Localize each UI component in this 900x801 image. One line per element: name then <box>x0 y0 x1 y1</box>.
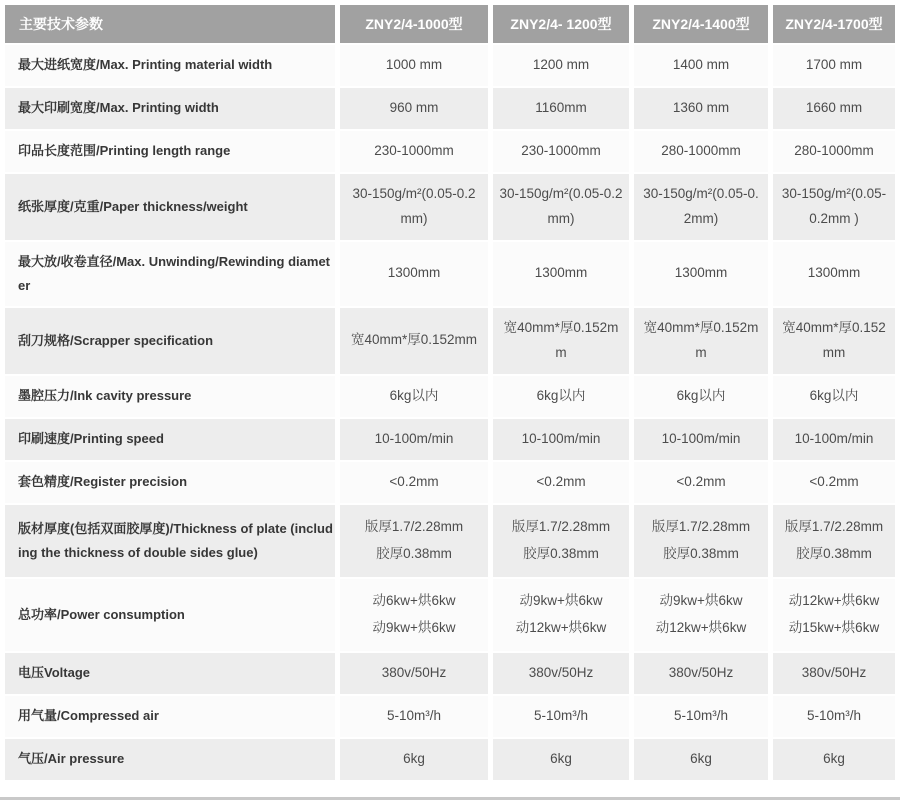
param-cell: 刮刀规格/Scrapper specification <box>5 308 335 374</box>
value-cell: <0.2mm <box>773 462 895 503</box>
value-cell <box>493 505 629 577</box>
header-row <box>5 5 895 43</box>
value-cell: 10-100m/min <box>634 419 768 460</box>
value-cell: 380v/50Hz <box>340 653 488 694</box>
value-line: 动12kw+烘6kw <box>788 592 880 608</box>
table-row <box>5 462 895 503</box>
value-line: 版厚1.7/2.28mm <box>784 518 884 534</box>
value-cell: 230-1000mm <box>493 131 629 172</box>
param-header-cell: 主要技术参数 <box>5 5 335 43</box>
value-cell: 6kg <box>773 739 895 780</box>
table-row <box>5 579 895 651</box>
param-cell: 印品长度范围/Printing length range <box>5 131 335 172</box>
value-line: 版厚1.7/2.28mm <box>651 518 751 534</box>
value-cell: 宽40mm*厚0.152 mm <box>773 308 895 374</box>
value-cell <box>773 505 895 577</box>
param-cell: 套色精度/Register precision <box>5 462 335 503</box>
value-cell: <0.2mm <box>340 462 488 503</box>
value-cell: 1160mm <box>493 88 629 129</box>
value-cell: 1400 mm <box>634 45 768 86</box>
value-line: 动9kw+烘6kw <box>372 619 456 635</box>
table-row <box>5 419 895 460</box>
value-cell: 6kg以内 <box>634 376 768 417</box>
value-line: 版厚1.7/2.28mm <box>511 518 611 534</box>
value-cell: 1300mm <box>493 242 629 306</box>
value-cell: 1660 mm <box>773 88 895 129</box>
param-cell: 最大印刷宽度/Max. Printing width <box>5 88 335 129</box>
value-cell: 宽40mm*厚0.152mm <box>634 308 768 374</box>
value-cell: 1000 mm <box>340 45 488 86</box>
value-cell: 380v/50Hz <box>634 653 768 694</box>
value-cell: 1300mm <box>634 242 768 306</box>
value-cell: 6kg <box>340 739 488 780</box>
value-cell: 30-150g/m²(0.05-0.2 mm) <box>340 174 488 240</box>
value-cell: 380v/50Hz <box>493 653 629 694</box>
value-cell <box>773 579 895 651</box>
value-cell <box>340 505 488 577</box>
table-row <box>5 696 895 737</box>
value-cell: 1300mm <box>773 242 895 306</box>
table-row <box>5 739 895 780</box>
value-cell: 宽40mm*厚0.152mm <box>340 308 488 374</box>
param-cell: 电压Voltage <box>5 653 335 694</box>
value-cell: 960 mm <box>340 88 488 129</box>
value-cell <box>634 579 768 651</box>
spec-table <box>0 3 900 782</box>
value-cell: 10-100m/min <box>493 419 629 460</box>
table-row <box>5 376 895 417</box>
value-line: 动9kw+烘6kw <box>659 592 743 608</box>
value-cell <box>634 505 768 577</box>
value-cell: 6kg以内 <box>493 376 629 417</box>
table-row <box>5 131 895 172</box>
table-row <box>5 174 895 240</box>
table-row <box>5 88 895 129</box>
value-cell: 5-10m³/h <box>493 696 629 737</box>
param-cell: 最大进纸宽度/Max. Printing material width <box>5 45 335 86</box>
param-cell: 最大放/收卷直径/Max. Unwinding/Rewinding diameter <box>5 242 335 306</box>
value-line: 胶厚0.38mm <box>663 545 739 561</box>
value-cell: 380v/50Hz <box>773 653 895 694</box>
param-cell: 用气量/Compressed air <box>5 696 335 737</box>
param-cell: 纸张厚度/克重/Paper thickness/weight <box>5 174 335 240</box>
value-cell: 6kg <box>634 739 768 780</box>
value-cell: 6kg以内 <box>773 376 895 417</box>
value-cell: 5-10m³/h <box>340 696 488 737</box>
table-row <box>5 308 895 374</box>
value-cell: 1300mm <box>340 242 488 306</box>
table-row <box>5 242 895 306</box>
value-cell: 1700 mm <box>773 45 895 86</box>
value-line: 动6kw+烘6kw <box>372 592 456 608</box>
value-cell: 1360 mm <box>634 88 768 129</box>
value-cell: 230-1000mm <box>340 131 488 172</box>
value-cell <box>340 579 488 651</box>
value-cell: 10-100m/min <box>340 419 488 460</box>
spec-table-body <box>5 45 895 780</box>
value-line: 动9kw+烘6kw <box>519 592 603 608</box>
value-cell: 30-150g/m²(0.05-0.2mm ) <box>773 174 895 240</box>
value-cell: 5-10m³/h <box>634 696 768 737</box>
spec-table-head <box>5 5 895 43</box>
value-cell: 1200 mm <box>493 45 629 86</box>
value-cell: 30-150g/m²(0.05-0.2mm) <box>493 174 629 240</box>
value-cell <box>493 579 629 651</box>
param-cell: 版材厚度(包括双面胶厚度)/Thickness of plate (including the thickness of double sides glue) <box>5 505 335 577</box>
param-cell: 总功率/Power consumption <box>5 579 335 651</box>
table-row <box>5 653 895 694</box>
table-row <box>5 45 895 86</box>
value-line: 动12kw+烘6kw <box>515 619 607 635</box>
model-header-cell: ZNY2/4-1700型 <box>773 5 895 43</box>
model-header-cell: ZNY2/4-1000型 <box>340 5 488 43</box>
value-line: 胶厚0.38mm <box>796 545 872 561</box>
model-header-cell: ZNY2/4- 1200型 <box>493 5 629 43</box>
value-cell: 280-1000mm <box>634 131 768 172</box>
model-header-cell: ZNY2/4-1400型 <box>634 5 768 43</box>
value-cell: 6kg以内 <box>340 376 488 417</box>
param-cell: 印刷速度/Printing speed <box>5 419 335 460</box>
value-cell: 6kg <box>493 739 629 780</box>
value-line: 胶厚0.38mm <box>523 545 599 561</box>
value-line: 胶厚0.38mm <box>376 545 452 561</box>
value-cell: <0.2mm <box>634 462 768 503</box>
value-cell: <0.2mm <box>493 462 629 503</box>
param-cell: 墨腔压力/Ink cavity pressure <box>5 376 335 417</box>
param-cell: 气压/Air pressure <box>5 739 335 780</box>
value-cell: 30-150g/m²(0.05-0.2mm) <box>634 174 768 240</box>
value-line: 版厚1.7/2.28mm <box>364 518 464 534</box>
value-line: 动12kw+烘6kw <box>655 619 747 635</box>
value-cell: 280-1000mm <box>773 131 895 172</box>
value-cell: 宽40mm*厚0.152mm <box>493 308 629 374</box>
value-cell: 5-10m³/h <box>773 696 895 737</box>
value-cell: 10-100m/min <box>773 419 895 460</box>
bottom-border <box>0 797 900 800</box>
value-line: 动15kw+烘6kw <box>788 619 880 635</box>
table-row <box>5 505 895 577</box>
